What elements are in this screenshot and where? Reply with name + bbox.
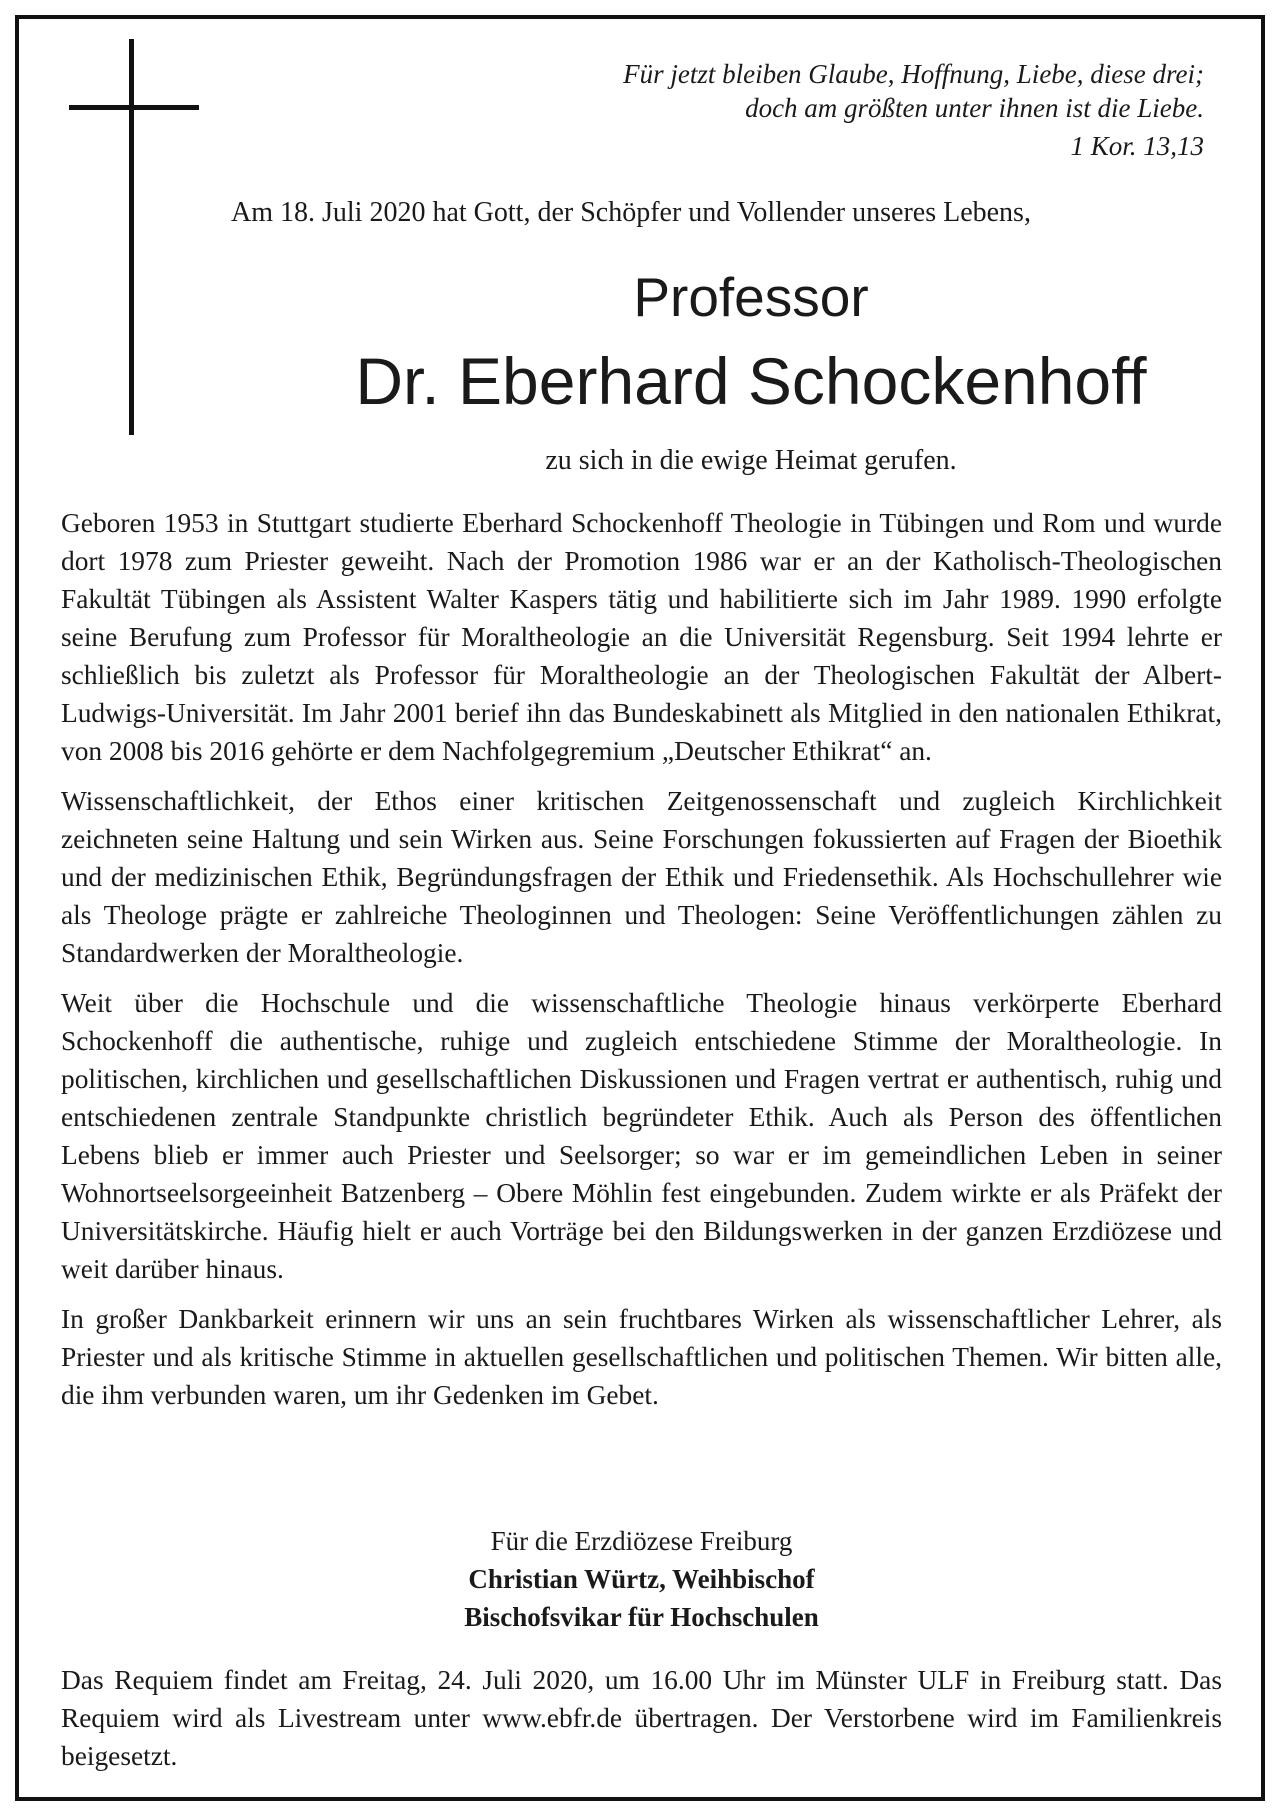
paragraph-gratitude: In großer Dankbarkeit erinnern wir uns an sein fruchtbares Wirken als wissenschaftlicher Lehrer, als Priester und als kritische Stimme in aktuellen gesellschaftlichen und politischen Themen. Wir bitten alle, die ihm verbunden waren, um ihr Gedenken im Gebet. [61, 1304, 1222, 1410]
cross-vertical-bar [129, 39, 134, 435]
signature-organization: Für die Erzdiözese Freiburg [490, 1526, 793, 1556]
signature-role: Bischofsvikar für Hochschulen [464, 1602, 819, 1632]
paragraph-public-life: Weit über die Hochschule und die wissenschaftliche Theologie hinaus verkörperte Eberhard Schockenhoff die authentische, ruhige und zugleich entschiedene Stimme der Moraltheologie. In politischen, kirchlichen und gesellschaftlichen Diskussionen und Fragen vertrat er authentisch, ruhig und entschiedenen zentrale Standpunkte christlich begründeter Ethik. Auch als Person des öffentlichen Lebens blieb er immer auch Priester und Seelsorger; so war er im gemeindlichen Leben in seiner Wohnortseelsorgeeinheit Batzenberg – Obere Möhlin fest eingebunden. Zudem wirkte er als Präfekt der Universitätskirche. Häufig hielt er auch Vorträge bei den Bildungswerken in der ganzen Erzdiözese und weit darüber hinaus. [61, 988, 1222, 1284]
title-academic: Professor [633, 266, 869, 328]
signature-block [61, 1522, 1222, 1636]
signature-name: Christian Würtz, Weihbischof [468, 1564, 815, 1594]
title-name: Dr. Eberhard Schockenhoff [355, 344, 1147, 418]
cross-icon [69, 39, 199, 435]
paragraph-biography: Geboren 1953 in Stuttgart studierte Eberhard Schockenhoff Theologie in Tübingen und Rom und wurde dort 1978 zum Priester geweiht. Nach der Promotion 1986 war er an der Katholisch-Theologischen Fakultät Tübingen als Assistent Walter Kaspers tätig und habilitierte sich im Jahr 1989. 1990 erfolgte seine Berufung zum Professor für Moraltheologie an die Universität Regensburg. Seit 1994 lehrte er schließlich bis zuletzt als Professor für Moraltheologie an der Theologischen Fakultät der Albert-Ludwigs-Universität. Im Jahr 2001 berief ihn das Bundeskabinett als Mitglied in den nationalen Ethikrat, von 2008 bis 2016 gehörte er dem Nachfolgegremium „Deutscher Ethikrat“ an. [61, 508, 1222, 766]
obituary-notice [15, 15, 1265, 1801]
paragraph-research: Wissenschaftlichkeit, der Ethos einer kritischen Zeitgenossenschaft und zugleich Kirchlichkeit zeichneten seine Haltung und sein Wirken aus. Seine Forschungen fokussierten auf Fragen der Bioethik und der medizinischen Ethik, Begründungsfragen der Ethik und Friedensethik. Als Hochschullehrer wie als Theologe prägte er zahlreiche Theologinnen und Theologen: Seine Veröffentlichungen zählen zu Standardwerken der Moraltheologie. [61, 786, 1222, 968]
requiem-info: Das Requiem findet am Freitag, 24. Juli 2020, um 16.00 Uhr im Münster ULF in Freiburg statt. Das Requiem wird als Livestream unter www.ebfr.de übertragen. Der Verstorbene wird im Familienkreis beigesetzt. [61, 1665, 1222, 1771]
quote-reference: 1 Kor. 13,13 [1070, 131, 1204, 161]
intro-text: Am 18. Juli 2020 hat Gott, der Schöpfer und Vollender unseres Lebens, [231, 197, 1031, 228]
subtitle-text: zu sich in die ewige Heimat gerufen. [545, 445, 957, 476]
quote-line-1: Für jetzt bleiben Glaube, Hoffnung, Liebe, diese drei; [623, 59, 1204, 89]
obituary-body [61, 504, 1222, 1426]
quote-line-2: doch am größten unter ihnen ist die Liebe. [745, 93, 1204, 123]
bible-quote [444, 57, 1204, 163]
cross-horizontal-bar [69, 105, 199, 110]
